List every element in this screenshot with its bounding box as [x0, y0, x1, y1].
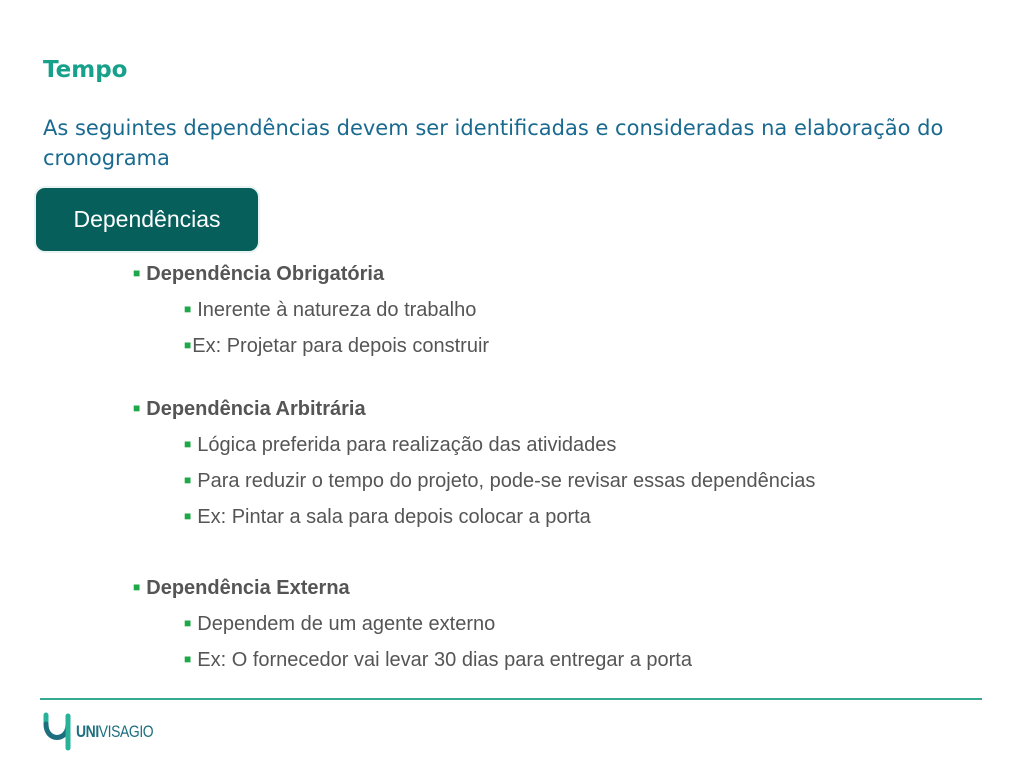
- bullet-icon: ■: [133, 401, 141, 415]
- section-heading: [133, 577, 350, 600]
- list-item: [184, 335, 489, 358]
- list-item: [184, 434, 616, 457]
- list-item-label: Dependem de um agente externo: [197, 613, 496, 635]
- section-heading: [133, 263, 384, 286]
- list-item: [184, 613, 495, 636]
- slide-title: Tempo: [43, 57, 128, 83]
- list-item-label: Para reduzir o tempo do projeto, pode-se revisar essas dependências: [197, 470, 816, 492]
- bullet-icon: ■: [184, 509, 192, 523]
- list-item-label: Ex: Pintar a sala para depois colocar a porta: [197, 506, 591, 528]
- section-heading-label: Dependência Arbitrária: [146, 398, 366, 420]
- section-heading: [133, 398, 366, 421]
- footer-divider: [40, 698, 982, 700]
- bullet-icon: ■: [184, 437, 192, 451]
- list-item: [184, 506, 591, 529]
- bullet-icon: ■: [184, 473, 192, 487]
- list-item-label: Inerente à natureza do trabalho: [197, 299, 477, 321]
- section-heading-label: Dependência Externa: [146, 577, 350, 599]
- slide-subtitle: As seguintes dependências devem ser identificadas e consideradas na elaboração do cronograma: [43, 116, 944, 170]
- section-heading-label: Dependência Obrigatória: [146, 263, 385, 285]
- section-tag: Dependências: [36, 188, 258, 251]
- univisagio-logo-icon: [42, 712, 72, 752]
- list-item-label: Ex: Projetar para depois construir: [192, 335, 490, 357]
- bullet-icon: ■: [184, 338, 192, 352]
- list-item-label: Ex: O fornecedor vai levar 30 dias para entregar a porta: [197, 649, 692, 671]
- list-item: [184, 299, 476, 322]
- list-item: [184, 470, 815, 493]
- bullet-icon: ■: [184, 302, 192, 316]
- list-item-label: Lógica preferida para realização das atividades: [197, 434, 617, 456]
- bullet-icon: ■: [184, 616, 192, 630]
- univisagio-logo: [42, 712, 170, 752]
- bullet-icon: ■: [133, 580, 141, 594]
- list-item: [184, 649, 692, 672]
- bullet-icon: ■: [184, 652, 192, 666]
- logo-text: UNIVISAGIO: [76, 722, 154, 741]
- bullet-icon: ■: [133, 266, 141, 280]
